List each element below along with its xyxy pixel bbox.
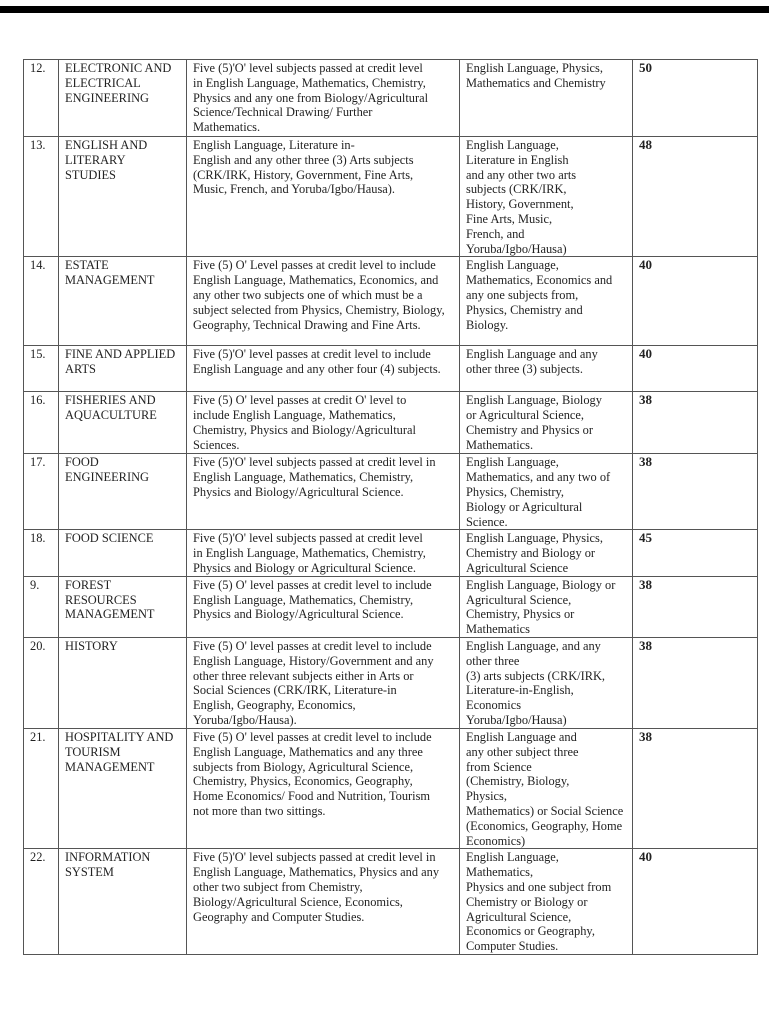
table-row	[24, 637, 758, 728]
course-cell	[59, 849, 187, 955]
cutoff-mark: 38	[639, 728, 652, 744]
table-row	[24, 137, 758, 257]
admission-requirements-table	[23, 59, 758, 955]
table-row	[24, 346, 758, 392]
utme-subjects-cell	[460, 137, 633, 257]
olevel-requirements: Five (5)'O' level subjects passed at credit level in English Language, Mathematics, Physics and any other two subject from Chemistry, Biology/Agricultural Science, Economics, Geography and Computer Studies.	[193, 850, 440, 924]
course-name: HISTORY	[65, 638, 118, 653]
serial-number: 14.	[30, 258, 46, 273]
course-name: INFORMATION SYSTEM	[65, 850, 151, 880]
serial-number-cell	[24, 60, 59, 137]
cutoff-mark: 38	[639, 454, 652, 470]
cutoff-mark: 40	[639, 257, 652, 273]
course-name: HOSPITALITY AND TOURISM MANAGEMENT	[65, 729, 174, 774]
utme-subjects-cell	[460, 60, 633, 137]
serial-number: 9.	[30, 577, 40, 592]
cutoff-mark: 38	[639, 392, 652, 408]
utme-subjects: English Language, Mathematics, Physics and one subject from Chemistry or Biology or Agricultural Science, Economics or Geography, Computer Studies.	[466, 850, 612, 954]
cutoff-cell	[633, 637, 758, 728]
olevel-requirements-cell	[187, 637, 460, 728]
cutoff-cell	[633, 137, 758, 257]
utme-subjects: English Language and any other subject three from Science (Chemistry, Biology, Physics, Mathematics) or Social Science (Economics, Geography, Home Economics)	[466, 729, 624, 848]
olevel-requirements: Five (5)'O' level subjects passed at credit level in English Language, Mathematics, Chemistry, Physics and Biology or Agricultural Science.	[193, 531, 426, 575]
utme-subjects-cell	[460, 637, 633, 728]
serial-number: 18.	[30, 531, 46, 546]
olevel-requirements: Five (5)'O' level subjects passed at credit level in English Language, Mathematics, Chemistry, Physics and any one from Biology/Agricultural Science/Technical Drawing/ Further Mathematics.	[193, 61, 429, 135]
serial-number: 15.	[30, 347, 46, 362]
utme-subjects-cell	[460, 728, 633, 848]
course-name: ESTATE MANAGEMENT	[65, 258, 155, 288]
utme-subjects: English Language, Mathematics, and any two of Physics, Chemistry, Biology or Agricultural Science.	[466, 455, 611, 529]
utme-subjects: English Language, Biology or Agricultural Science, Chemistry, Physics or Mathematics	[466, 577, 616, 637]
course-name: ENGLISH AND LITERARY STUDIES	[65, 138, 148, 182]
serial-number-cell	[24, 137, 59, 257]
olevel-requirements-cell	[187, 728, 460, 848]
serial-number-cell	[24, 637, 59, 728]
utme-subjects: English Language, Physics, Mathematics and Chemistry	[466, 61, 606, 90]
cutoff-cell	[633, 454, 758, 530]
course-cell	[59, 728, 187, 848]
cutoff-cell	[633, 346, 758, 392]
olevel-requirements-cell	[187, 346, 460, 392]
cutoff-cell	[633, 849, 758, 955]
utme-subjects: English Language, Mathematics, Economics and any one subjects from, Physics, Chemistry and Biology.	[466, 258, 613, 332]
serial-number: 22.	[30, 850, 46, 865]
olevel-requirements-cell	[187, 60, 460, 137]
serial-number: 13.	[30, 138, 46, 152]
course-name: FOOD SCIENCE	[65, 531, 154, 546]
cutoff-mark: 48	[639, 137, 652, 152]
olevel-requirements-cell	[187, 257, 460, 346]
utme-subjects: English Language, Literature in English and any other two arts subjects (CRK/IRK, History, Government, Fine Arts, Music, French, and Yoruba/Igbo/Hausa)	[466, 138, 577, 256]
course-name: FISHERIES AND AQUACULTURE	[65, 393, 157, 423]
olevel-requirements: Five (5) O' level passes at credit level to include English Language, History/Government and any other three relevant subjects either in Arts or Social Sciences (CRK/IRK, Literature-in English, Geography, Economics, Yoruba/Igbo/Hausa).	[193, 638, 434, 727]
table-row	[24, 392, 758, 454]
utme-subjects: English Language and any other three (3) subjects.	[466, 347, 598, 377]
serial-number-cell	[24, 530, 59, 576]
course-name: FOREST RESOURCES MANAGEMENT	[65, 577, 155, 622]
table-body	[24, 60, 758, 955]
course-name: FINE AND APPLIED ARTS	[65, 347, 176, 377]
course-cell	[59, 637, 187, 728]
olevel-requirements: Five (5) O' level passes at credit level to include English Language, Mathematics and any three subjects from Biology, Agricultural Science, Chemistry, Physics, Economics, Geography, Home Economics/ Food and Nutrition, Tourism not more than two sittings.	[193, 729, 432, 818]
cutoff-mark: 38	[639, 576, 652, 592]
olevel-requirements-cell	[187, 137, 460, 257]
table-row	[24, 257, 758, 346]
serial-number: 21.	[30, 729, 46, 744]
cutoff-cell	[633, 728, 758, 848]
table-row	[24, 576, 758, 637]
cutoff-mark: 38	[639, 637, 652, 653]
serial-number: 12.	[30, 61, 46, 75]
course-cell	[59, 137, 187, 257]
table-row	[24, 849, 758, 955]
serial-number: 20.	[30, 638, 46, 653]
serial-number-cell	[24, 728, 59, 848]
serial-number: 17.	[30, 455, 46, 470]
cutoff-cell	[633, 257, 758, 346]
serial-number-cell	[24, 392, 59, 454]
olevel-requirements-cell	[187, 576, 460, 637]
utme-subjects-cell	[460, 849, 633, 955]
table-row	[24, 728, 758, 848]
utme-subjects: English Language, Physics, Chemistry and Biology or Agricultural Science	[466, 531, 603, 575]
olevel-requirements-cell	[187, 530, 460, 576]
olevel-requirements: Five (5) O' level passes at credit level to include English Language, Mathematics, Chemistry, Physics and Biology/Agricultural Science.	[193, 577, 432, 622]
serial-number-cell	[24, 849, 59, 955]
utme-subjects: English Language, Biology or Agricultural Science, Chemistry and Physics or Mathematics.	[466, 393, 602, 452]
course-name: ELECTRONIC AND ELECTRICAL ENGINEERING	[65, 61, 172, 105]
serial-number-cell	[24, 346, 59, 392]
olevel-requirements: Five (5)'O' level passes at credit level to include English Language and any other four (4) subjects.	[193, 347, 441, 377]
olevel-requirements-cell	[187, 454, 460, 530]
utme-subjects-cell	[460, 576, 633, 637]
course-cell	[59, 530, 187, 576]
table-row	[24, 60, 758, 137]
serial-number: 16.	[30, 393, 46, 408]
course-cell	[59, 60, 187, 137]
cutoff-mark: 45	[639, 530, 652, 546]
course-name: FOOD ENGINEERING	[65, 455, 149, 485]
utme-subjects-cell	[460, 454, 633, 530]
table-row	[24, 530, 758, 576]
serial-number-cell	[24, 454, 59, 530]
olevel-requirements: English Language, Literature in- English and any other three (3) Arts subjects (CRK/IRK, History, Government, Fine Arts, Music, French, and Yoruba/Igbo/Hausa).	[193, 138, 414, 197]
cutoff-cell	[633, 60, 758, 137]
cutoff-mark: 50	[639, 60, 652, 75]
course-cell	[59, 392, 187, 454]
course-cell	[59, 454, 187, 530]
olevel-requirements-cell	[187, 849, 460, 955]
utme-subjects: English Language, and any other three (3) arts subjects (CRK/IRK, Literature-in-English, Economics Yoruba/Igbo/Hausa)	[466, 638, 606, 727]
top-border-bar	[0, 6, 769, 13]
olevel-requirements-cell	[187, 392, 460, 454]
utme-subjects-cell	[460, 257, 633, 346]
serial-number-cell	[24, 257, 59, 346]
olevel-requirements: Five (5) O' Level passes at credit level to include English Language, Mathematics, Economics, and any other two subjects one of which must be a subject selected from Physics, Chemistry, Biology, Geography, Technical Drawing and Fine Arts.	[193, 258, 445, 332]
cutoff-mark: 40	[639, 346, 652, 362]
course-cell	[59, 346, 187, 392]
cutoff-cell	[633, 392, 758, 454]
table-row	[24, 454, 758, 530]
serial-number-cell	[24, 576, 59, 637]
olevel-requirements: Five (5) O' level passes at credit O' level to include English Language, Mathematics, Chemistry, Physics and Biology/Agricultural Sciences.	[193, 393, 416, 452]
utme-subjects-cell	[460, 530, 633, 576]
cutoff-cell	[633, 576, 758, 637]
course-cell	[59, 257, 187, 346]
cutoff-cell	[633, 530, 758, 576]
utme-subjects-cell	[460, 346, 633, 392]
utme-subjects-cell	[460, 392, 633, 454]
course-cell	[59, 576, 187, 637]
cutoff-mark: 40	[639, 849, 652, 865]
olevel-requirements: Five (5)'O' level subjects passed at credit level in English Language, Mathematics, Chemistry, Physics and Biology/Agricultural Science.	[193, 455, 436, 499]
